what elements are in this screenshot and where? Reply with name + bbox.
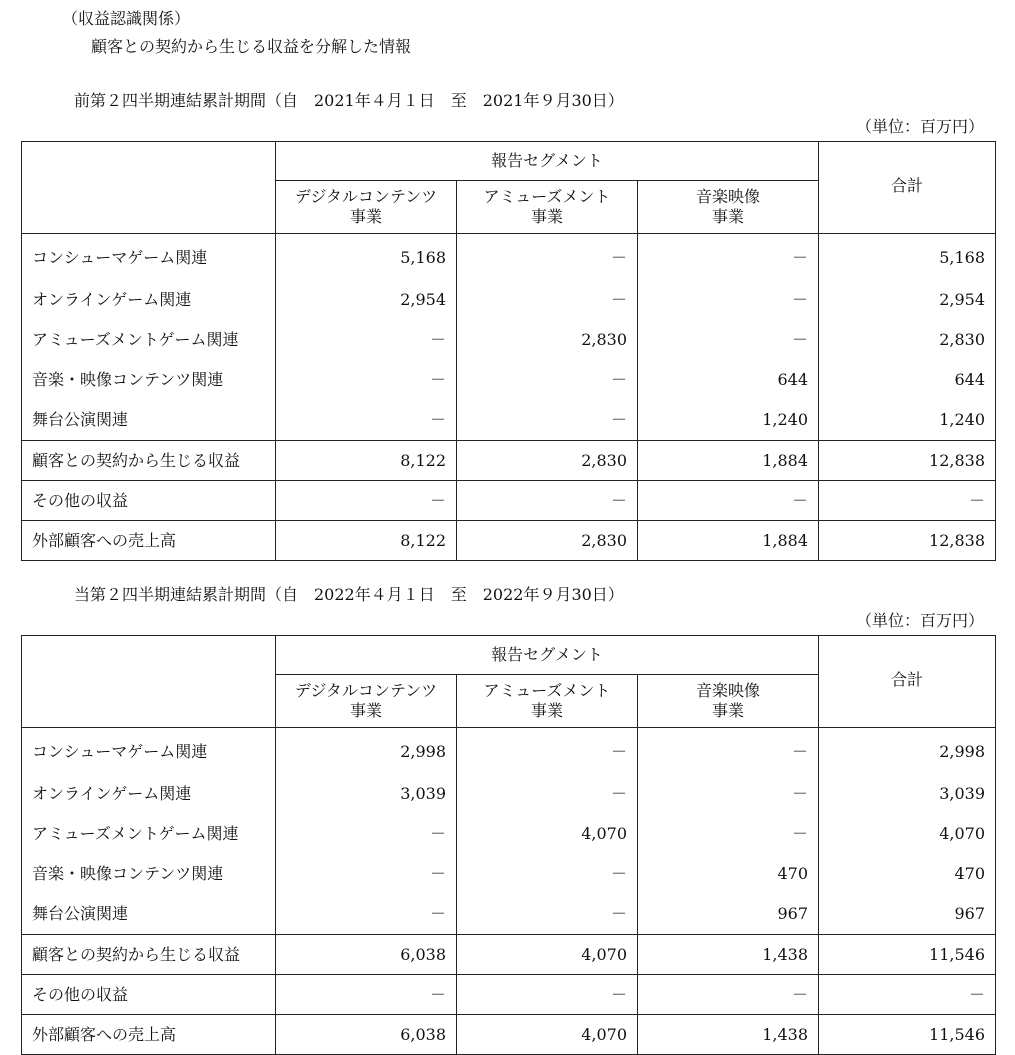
value-cell: 6,038 [276, 935, 457, 975]
table-row [22, 728, 996, 775]
table-row [22, 280, 996, 320]
value-cell: 3,039 [819, 774, 996, 814]
value-cell: － [457, 360, 638, 400]
column-header-line2: 事業 [711, 207, 744, 226]
table-row [22, 320, 996, 360]
table-row [22, 894, 996, 935]
value-cell: 1,438 [638, 1015, 819, 1055]
column-header-line1: アミューズメント [483, 187, 611, 206]
value-cell: 470 [819, 854, 996, 894]
column-header-line1: 音楽映像 [695, 187, 760, 206]
total-header: 合計 [819, 142, 996, 234]
value-cell: － [276, 481, 457, 521]
row-label: アミューズメントゲーム関連 [22, 814, 276, 854]
value-cell: 2,830 [457, 521, 638, 561]
value-cell: 2,954 [819, 280, 996, 320]
row-label: 音楽・映像コンテンツ関連 [22, 360, 276, 400]
value-cell: － [638, 234, 819, 281]
column-header-line1: アミューズメント [483, 681, 611, 700]
row-label: 外部顧客への売上高 [22, 1015, 276, 1055]
table-row [22, 234, 996, 281]
value-cell: 1,884 [638, 441, 819, 481]
table-row [22, 935, 996, 975]
column-header-line2: 事業 [349, 701, 382, 720]
row-label: コンシューマゲーム関連 [22, 234, 276, 281]
value-cell: － [276, 854, 457, 894]
value-cell: 644 [638, 360, 819, 400]
value-cell: 5,168 [819, 234, 996, 281]
value-cell: 2,830 [457, 320, 638, 360]
table-row [22, 854, 996, 894]
value-cell: 2,998 [276, 728, 457, 775]
corner-cell [22, 636, 276, 728]
value-cell: － [276, 320, 457, 360]
column-header [276, 181, 457, 234]
value-cell: － [457, 975, 638, 1015]
value-cell: － [457, 481, 638, 521]
value-cell: 3,039 [276, 774, 457, 814]
value-cell: － [819, 481, 996, 521]
period-title-current: 当第２四半期連結累計期間（自 2022年４月１日 至 2022年９月30日） [74, 585, 624, 604]
revenue-table-current [21, 635, 996, 1055]
row-label: 舞台公演関連 [22, 894, 276, 935]
section-subtitle: 顧客との契約から生じる収益を分解した情報 [91, 37, 412, 56]
value-cell: 6,038 [276, 1015, 457, 1055]
unit-label-current: （単位：百万円） [856, 611, 985, 630]
value-cell: － [457, 894, 638, 935]
value-cell: － [638, 814, 819, 854]
segment-header: 報告セグメント [276, 142, 819, 181]
value-cell: 1,884 [638, 521, 819, 561]
column-header [457, 181, 638, 234]
row-label: 舞台公演関連 [22, 400, 276, 441]
value-cell: － [457, 854, 638, 894]
value-cell: 8,122 [276, 521, 457, 561]
value-cell: 4,070 [457, 814, 638, 854]
segment-header: 報告セグメント [276, 636, 819, 675]
value-cell: 967 [638, 894, 819, 935]
value-cell: － [276, 894, 457, 935]
section-note: （収益認識関係） [62, 9, 191, 28]
column-header-line1: デジタルコンテンツ [294, 681, 438, 700]
column-header [276, 675, 457, 728]
value-cell: － [276, 400, 457, 441]
row-label: オンラインゲーム関連 [22, 774, 276, 814]
value-cell: － [457, 234, 638, 281]
row-label: コンシューマゲーム関連 [22, 728, 276, 775]
unit-label-prior: （単位：百万円） [856, 117, 985, 136]
value-cell: － [638, 774, 819, 814]
column-header [638, 181, 819, 234]
value-cell: － [276, 360, 457, 400]
table-row [22, 814, 996, 854]
corner-cell [22, 142, 276, 234]
table-row [22, 481, 996, 521]
value-cell: － [457, 400, 638, 441]
column-header-line2: 事業 [530, 701, 563, 720]
column-header-line1: 音楽映像 [695, 681, 760, 700]
column-header-line2: 事業 [711, 701, 744, 720]
value-cell: 967 [819, 894, 996, 935]
table-row [22, 521, 996, 561]
table-row [22, 360, 996, 400]
value-cell: － [276, 814, 457, 854]
row-label: 顧客との契約から生じる収益 [22, 935, 276, 975]
value-cell: － [457, 728, 638, 775]
value-cell: 2,830 [457, 441, 638, 481]
value-cell: 470 [638, 854, 819, 894]
value-cell: － [638, 975, 819, 1015]
row-label: オンラインゲーム関連 [22, 280, 276, 320]
value-cell: － [638, 320, 819, 360]
value-cell: － [457, 280, 638, 320]
value-cell: 11,546 [819, 1015, 996, 1055]
revenue-table-prior [21, 141, 996, 561]
table-row [22, 774, 996, 814]
value-cell: － [276, 975, 457, 1015]
row-label: その他の収益 [22, 481, 276, 521]
value-cell: 4,070 [819, 814, 996, 854]
row-label: アミューズメントゲーム関連 [22, 320, 276, 360]
value-cell: － [457, 774, 638, 814]
value-cell: 8,122 [276, 441, 457, 481]
value-cell: 11,546 [819, 935, 996, 975]
value-cell: 4,070 [457, 1015, 638, 1055]
table-row [22, 400, 996, 441]
row-label: 音楽・映像コンテンツ関連 [22, 854, 276, 894]
value-cell: 2,998 [819, 728, 996, 775]
value-cell: － [638, 728, 819, 775]
column-header-line2: 事業 [349, 207, 382, 226]
table-row [22, 441, 996, 481]
value-cell: 2,830 [819, 320, 996, 360]
value-cell: － [638, 481, 819, 521]
row-label: 顧客との契約から生じる収益 [22, 441, 276, 481]
value-cell: 12,838 [819, 521, 996, 561]
value-cell: 12,838 [819, 441, 996, 481]
value-cell: － [638, 280, 819, 320]
value-cell: 644 [819, 360, 996, 400]
total-header: 合計 [819, 636, 996, 728]
column-header [638, 675, 819, 728]
table-row [22, 1015, 996, 1055]
value-cell: 1,240 [638, 400, 819, 441]
value-cell: 5,168 [276, 234, 457, 281]
row-label: 外部顧客への売上高 [22, 521, 276, 561]
table-row [22, 975, 996, 1015]
period-title-prior: 前第２四半期連結累計期間（自 2021年４月１日 至 2021年９月30日） [74, 91, 624, 110]
column-header [457, 675, 638, 728]
value-cell: 1,240 [819, 400, 996, 441]
column-header-line1: デジタルコンテンツ [294, 187, 438, 206]
row-label: その他の収益 [22, 975, 276, 1015]
column-header-line2: 事業 [530, 207, 563, 226]
value-cell: 4,070 [457, 935, 638, 975]
value-cell: 2,954 [276, 280, 457, 320]
value-cell: 1,438 [638, 935, 819, 975]
value-cell: － [819, 975, 996, 1015]
